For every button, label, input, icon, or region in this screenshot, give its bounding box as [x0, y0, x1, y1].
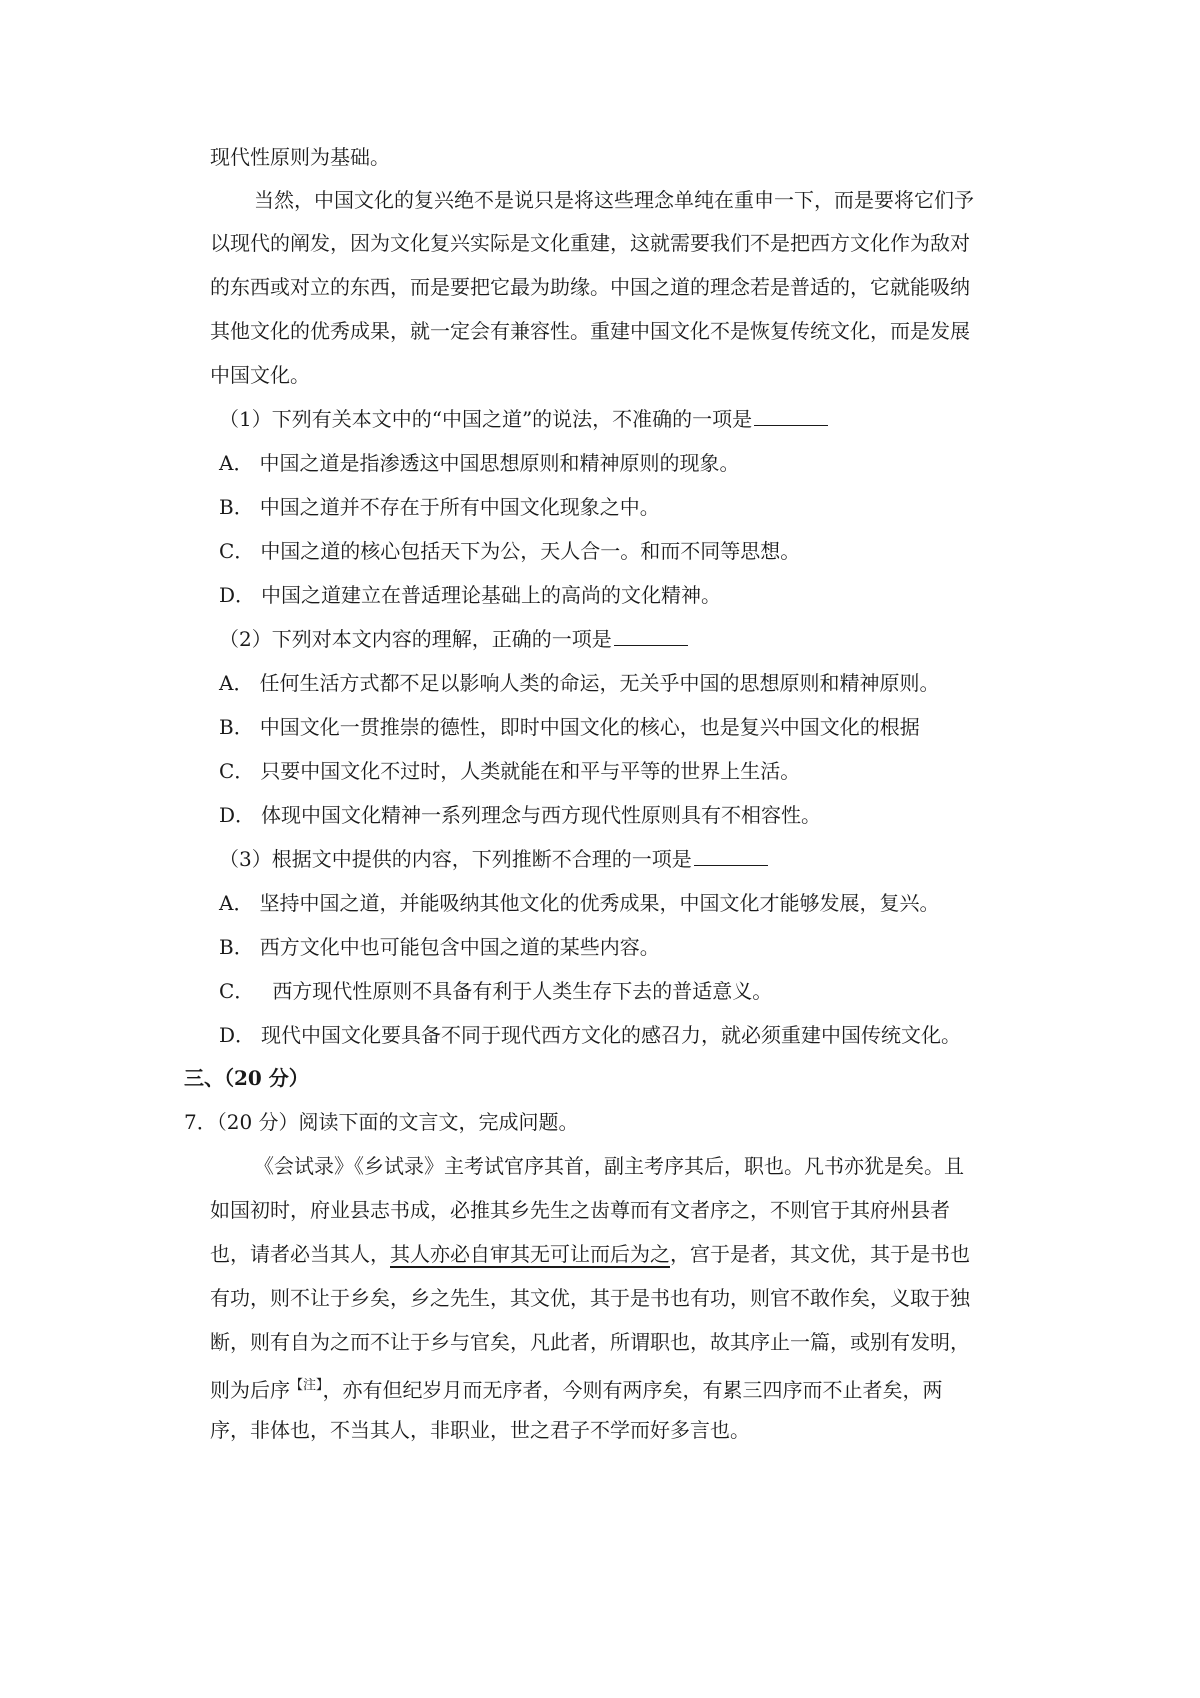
- passage-line: 当然，中国文化的复兴绝不是说只是将这些理念单纯在重申一下，而是要将它们予: [254, 188, 974, 212]
- underlined-sentence: 其人亦必自审其无可让而后为之: [390, 1242, 670, 1266]
- answer-blank[interactable]: [754, 405, 828, 426]
- question-1-text: （1）下列有关本文中的“中国之道”的说法，不准确的一项是: [219, 407, 753, 431]
- classical-text-line: 序，非体也，不当其人，非职业，世之君子不学而好多言也。: [210, 1418, 750, 1442]
- question-1-option-a: [219, 449, 1030, 477]
- question-1-option-b: [219, 493, 1030, 521]
- option-text: 中国之道并不存在于所有中国文化现象之中。: [259, 495, 660, 519]
- option-label: A．: [219, 451, 254, 475]
- option-label: B．: [219, 715, 254, 739]
- classical-text-line: 断，则有自为之而不让于乡与官矣，凡此者，所谓职也，故其序止一篇，或别有发明，: [210, 1330, 970, 1354]
- option-text: 中国之道的核心包括天下为公，天人合一。和而不同等思想。: [260, 539, 801, 563]
- question-2-option-c: [219, 757, 1030, 785]
- option-text: 中国文化一贯推崇的德性，即时中国文化的核心，也是复兴中国文化的根据: [259, 715, 920, 739]
- text-segment: 也，请者必当其人，: [210, 1242, 390, 1266]
- option-text: 体现中国文化精神一系列理念与西方现代性原则具有不相容性。: [261, 803, 822, 827]
- option-label: A．: [219, 671, 254, 695]
- option-label: B．: [219, 935, 254, 959]
- classical-text-line: 《会试录》《乡试录》主考试官序其首，副主考序其后，职也。凡书亦犹是矣。且: [254, 1154, 964, 1178]
- question-3-option-d: [219, 1021, 1030, 1049]
- classical-text-line: [210, 1240, 1030, 1268]
- option-text: 中国之道是指渗透这中国思想原则和精神原则的现象。: [259, 451, 740, 475]
- passage-line: 其他文化的优秀成果，就一定会有兼容性。重建中国文化不是恢复传统文化，而是发展: [210, 319, 970, 343]
- passage-line: 以现代的阐发，因为文化复兴实际是文化重建，这就需要我们不是把西方文化作为敌对: [210, 231, 970, 255]
- text-segment: 则为后序: [210, 1378, 290, 1402]
- option-label: C．: [219, 759, 255, 783]
- passage-line: 的东西或对立的东西，而是要把它最为助缘。中国之道的理念若是普适的，它就能吸纳: [210, 275, 970, 299]
- question-7-stem: 7．（20 分）阅读下面的文言文，完成问题。: [184, 1110, 579, 1134]
- classical-text-line: 如国初时，府业县志书成，必推其乡先生之齿尊而有文者序之，不则官于其府州县者: [210, 1198, 950, 1222]
- question-3-option-b: [219, 933, 1030, 961]
- text-segment: ，宫于是者，其文优，其于是书也: [670, 1242, 970, 1266]
- option-label: C．: [219, 539, 255, 563]
- option-text: 现代中国文化要具备不同于现代西方文化的感召力，就必须重建中国传统文化。: [261, 1023, 962, 1047]
- option-label: A．: [219, 891, 254, 915]
- text-segment: ，亦有但纪岁月而无序者，今则有两序矣，有累三四序而不止者矣，两: [322, 1378, 943, 1402]
- question-2-option-d: [219, 801, 1030, 829]
- question-2-option-b: [219, 713, 1030, 741]
- classical-text-line: 有功，则不让于乡矣，乡之先生，其文优，其于是书也有功，则官不敢作矣，义取于独: [210, 1286, 970, 1310]
- question-2-text: （2）下列对本文内容的理解，正确的一项是: [219, 627, 612, 651]
- option-label: D．: [219, 583, 256, 607]
- option-text: 只要中国文化不过时，人类就能在和平与平等的世界上生活。: [260, 759, 801, 783]
- question-3-stem: [219, 845, 1030, 873]
- classical-text-line: [210, 1372, 1030, 1404]
- passage-line: 中国文化。: [210, 363, 310, 387]
- question-1-stem: [219, 405, 1030, 433]
- question-1-option-c: [219, 537, 1030, 565]
- footnote-marker: 【注】: [290, 1378, 323, 1393]
- section-heading: 三、（20 分）: [184, 1066, 309, 1090]
- option-text: 任何生活方式都不足以影响人类的命运，无关乎中国的思想原则和精神原则。: [259, 671, 940, 695]
- question-3-option-a: [219, 889, 1030, 917]
- option-label: D．: [219, 803, 256, 827]
- passage-line: 现代性原则为基础。: [210, 145, 390, 169]
- question-1-option-d: [219, 581, 1030, 609]
- question-3-text: （3）根据文中提供的内容，下列推断不合理的一项是: [219, 847, 692, 871]
- question-3-option-c: [219, 977, 1030, 1005]
- option-text: 坚持中国之道，并能吸纳其他文化的优秀成果，中国文化才能够发展，复兴。: [259, 891, 940, 915]
- option-label: B．: [219, 495, 254, 519]
- answer-blank[interactable]: [614, 625, 688, 646]
- option-text: 西方现代性原则不具备有利于人类生存下去的普适意义。: [272, 979, 773, 1003]
- question-2-option-a: [219, 669, 1030, 697]
- option-label: C．: [219, 979, 255, 1003]
- question-2-stem: [219, 625, 1030, 653]
- option-text: 中国之道建立在普适理论基础上的高尚的文化精神。: [261, 583, 722, 607]
- option-label: D．: [219, 1023, 256, 1047]
- answer-blank[interactable]: [694, 845, 768, 866]
- option-text: 西方文化中也可能包含中国之道的某些内容。: [259, 935, 660, 959]
